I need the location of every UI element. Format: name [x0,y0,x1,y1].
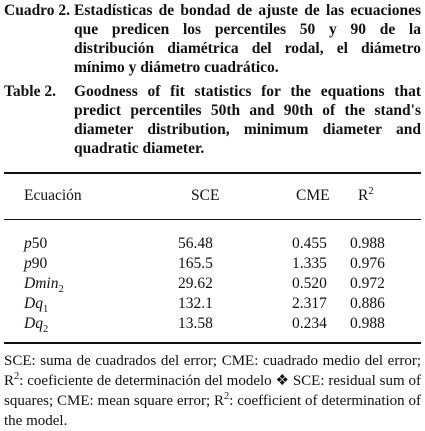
caption-english-text: Goodness of fit statistics for the equations that predict percentiles 50th and 90th of the stand's diameter distribution, minimum diameter and quadratic diameter. [74,83,421,157]
equation-name: p [24,255,32,272]
equation-cell [24,315,49,336]
caption-spanish [4,1,421,77]
header-cme: CME [296,187,330,204]
equation-subscript: 1 [42,304,49,316]
equation-cell [24,255,47,273]
sce-cell: 56.48 [178,235,213,252]
cme-cell: 1.335 [292,255,327,272]
table-top-rule [4,172,421,174]
r2-cell: 0.988 [350,315,385,332]
sce-cell: 132.1 [178,295,213,312]
table-bottom-rule [4,342,421,344]
r2-cell: 0.972 [350,275,385,292]
cme-cell: 0.455 [292,235,327,252]
equation-cell [24,235,47,253]
equation-name: Dmin [24,275,59,292]
equation-cell [24,275,64,296]
caption-spanish-label: Cuadro 2. [4,2,71,19]
r2-cell: 0.976 [350,255,385,272]
caption-english [4,82,421,158]
caption-english-label: Table 2. [4,83,56,100]
r2-cell: 0.886 [350,295,385,312]
header-equation: Ecuación [24,187,82,204]
cme-cell: 2.317 [292,295,327,312]
sce-cell: 29.62 [178,275,213,292]
equation-number: 50 [31,235,48,252]
equation-subscript: 2 [42,324,49,336]
r2-cell: 0.988 [350,235,385,252]
cme-cell: 0.234 [292,315,327,332]
sce-cell: 13.58 [178,315,213,332]
equation-name: Dq [24,315,43,332]
cme-cell: 0.520 [292,275,327,292]
equation-number: 90 [31,255,48,272]
caption-spanish-text: Estadísticas de bondad de ajuste de las ecuaciones que predicen los percentiles 50 y 90 de la distribución diamétrica del rodal, el diámetro mínimo y diámetro cuadrático. [74,2,421,76]
equation-name: Dq [24,295,43,312]
equation-subscript: 2 [58,284,64,296]
equation-name: p [24,235,32,252]
table-footnote: SCE: suma de cuadrados del error; CME: cuadrado medio del error; $R^2$: coeficiente de determinación del modelo ❖ SCE: residual sum of squares; CME: mean square error; $R^2$: coefficient of determination of the model. [4,353,421,429]
table-header-rule [4,219,421,220]
header-sce: SCE [191,187,220,204]
header-r2: $R^2$ [358,185,374,204]
sce-cell: 165.5 [178,255,213,272]
equation-cell [24,295,49,316]
